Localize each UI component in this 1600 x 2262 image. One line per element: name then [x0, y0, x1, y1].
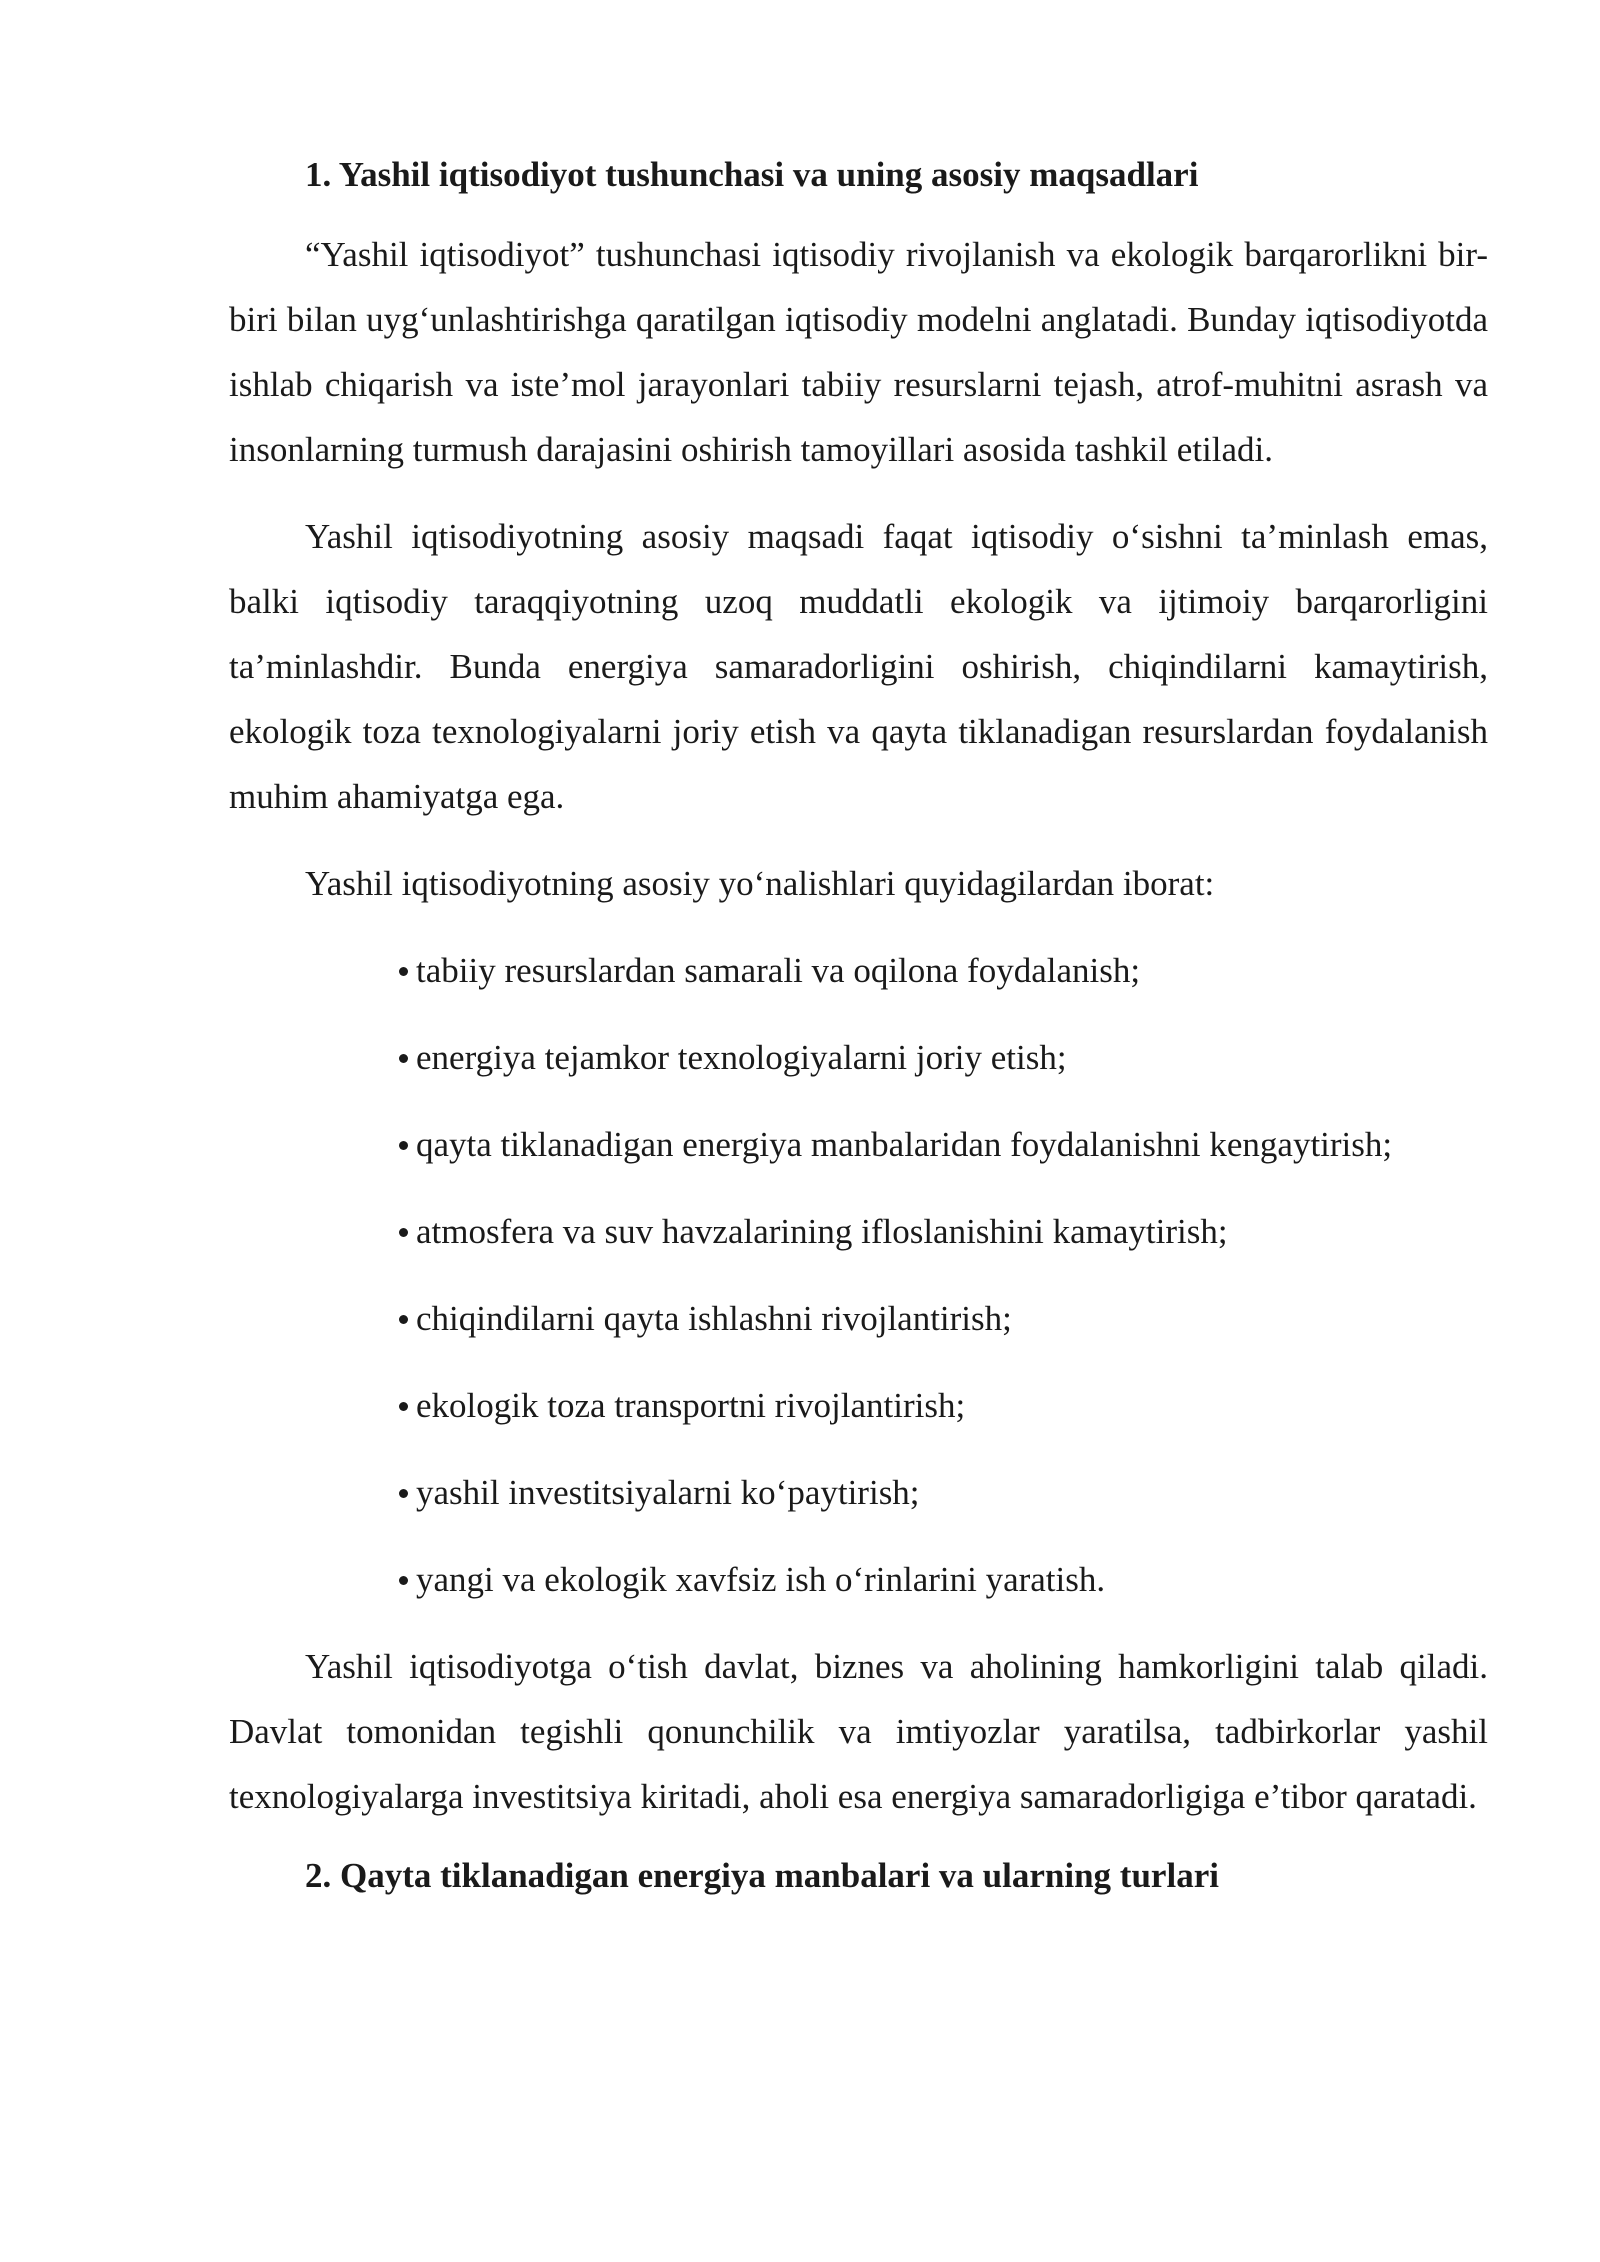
list-item-text: chiqindilarni qayta ishlashni rivojlantirish; — [416, 1299, 1012, 1338]
section-1-heading: 1. Yashil iqtisodiyot tushunchasi va uning asosiy maqsadlari — [305, 155, 1199, 194]
list-item-text: qayta tiklanadigan energiya manbalaridan foydalanishni kengaytirish; — [416, 1125, 1393, 1164]
list-item — [399, 1112, 1488, 1177]
list-item-text: atmosfera va suv havzalarining ifloslanishini kamaytirish; — [416, 1212, 1228, 1251]
list-item — [399, 1460, 1488, 1525]
list-item — [399, 938, 1488, 1003]
list-item-text: energiya tejamkor texnologiyalarni joriy etish; — [416, 1038, 1067, 1077]
paragraph-closing: Yashil iqtisodiyotga o‘tish davlat, biznes va aholining hamkorligini talab qiladi. Davlat tomonidan tegishli qonunchilik va imtiyozlar yaratilsa, tadbirkorlar yashil texnologiyalarga investitsiya kiritadi, aholi esa energiya samaradorligiga e’tibor qaratadi. — [229, 1647, 1488, 1816]
list-item-text: ekologik toza transportni rivojlantirish; — [416, 1386, 966, 1425]
paragraph-definition: “Yashil iqtisodiyot” tushunchasi iqtisodiy rivojlanish va ekologik barqarorlikni bir-biri bilan uyg‘unlashtirishga qaratilgan iqtisodiy modelni anglatadi. Bunday iqtisodiyotda ishlab chiqarish va iste’mol jarayonlari tabiiy resurslarni tejash, atrof-muhitni asrash va insonlarning turmush darajasini oshirish tamoyillari asosida tashkil etiladi. — [229, 235, 1488, 469]
list-item — [399, 1373, 1488, 1438]
list-item-text: yashil investitsiyalarni ko‘paytirish; — [416, 1473, 920, 1512]
list-item-text: yangi va ekologik xavfsiz ish o‘rinlarini yaratish. — [416, 1560, 1106, 1599]
bullet-icon — [399, 1141, 408, 1150]
bullet-icon — [399, 1228, 408, 1237]
bullet-icon — [399, 1489, 408, 1498]
list-item — [399, 1199, 1488, 1264]
bullet-icon — [399, 1054, 408, 1063]
list-item — [399, 1025, 1488, 1090]
bullet-icon — [399, 1402, 408, 1411]
list-intro: Yashil iqtisodiyotning asosiy yo‘nalishlari quyidagilardan iborat: — [305, 864, 1215, 903]
list-item-text: tabiiy resurslardan samarali va oqilona foydalanish; — [416, 951, 1141, 990]
document-page — [229, 150, 1488, 1901]
list-item — [399, 1286, 1488, 1351]
section-2-heading: 2. Qayta tiklanadigan energiya manbalari va ularning turlari — [305, 1856, 1219, 1895]
paragraph-goal: Yashil iqtisodiyotning asosiy maqsadi faqat iqtisodiy o‘sishni ta’minlash emas, balki iqtisodiy taraqqiyotning uzoq muddatli ekologik va ijtimoiy barqarorligini ta’minlashdir. Bunda energiya samaradorligini oshirish, chiqindilarni kamaytirish, ekologik toza texnologiyalarni joriy etish va qayta tiklanadigan resurslardan foydalanish muhim ahamiyatga ega. — [229, 517, 1488, 816]
directions-list — [229, 938, 1488, 1612]
list-item — [399, 1547, 1488, 1612]
bullet-icon — [399, 1315, 408, 1324]
bullet-icon — [399, 967, 408, 976]
bullet-icon — [399, 1576, 408, 1585]
